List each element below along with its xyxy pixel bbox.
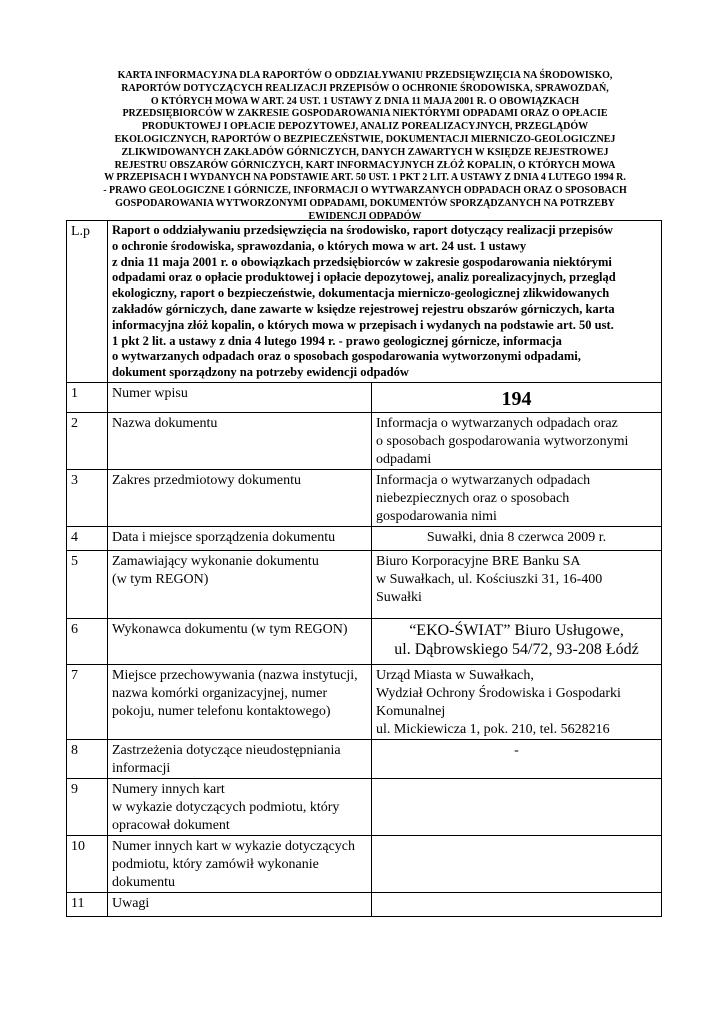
- row-number: 1: [67, 383, 108, 413]
- row-label: [108, 470, 372, 527]
- header-lp: L.p: [67, 221, 108, 383]
- row-value: [372, 740, 662, 779]
- row-label-line: Uwagi: [112, 896, 150, 911]
- row-value: [372, 836, 662, 893]
- row-label-line: Zastrzeżenia dotyczące nieudostępniania: [112, 743, 341, 758]
- header-description: [108, 221, 662, 383]
- row-label: [108, 413, 372, 470]
- row-value: [372, 551, 662, 619]
- document-title: [66, 70, 664, 224]
- row-label: [108, 836, 372, 893]
- row-label: [108, 665, 372, 740]
- header-line: Raport o oddziaływaniu przedsięwzięcia na środowisko, raport dotyczący realizacji przepisów: [112, 223, 613, 237]
- title-line: ZLIKWIDOWANYCH ZAKŁADÓW GÓRNICZYCH, DANYCH ZAWARTYCH W KSIĘDZE REJESTROWEJ: [121, 146, 609, 158]
- row-value: [372, 893, 662, 917]
- row-label: [108, 779, 372, 836]
- title-line: KARTA INFORMACYJNA DLA RAPORTÓW O ODDZIAŁYWANIU PRZEDSIĘWZIĘCIA NA ŚRODOWISKO,: [117, 70, 613, 81]
- table-row: [67, 619, 662, 665]
- header-line: zakładów górniczych, dane zawarte w księdze rejestrowej rejestru obszarów górniczych, karta: [112, 301, 615, 316]
- row-value-line: o sposobach gospodarowania wytworzonymi: [376, 434, 629, 449]
- row-number: 7: [67, 665, 108, 740]
- row-value: [372, 619, 662, 665]
- row-number: 6: [67, 619, 108, 665]
- row-label-line: Wykonawca dokumentu (w tym REGON): [112, 622, 348, 637]
- row-label: [108, 383, 372, 413]
- row-label-line: Zakres przedmiotowy dokumentu: [112, 473, 301, 488]
- row-value-line: gospodarowania nimi: [376, 509, 497, 524]
- row-label: [108, 527, 372, 551]
- row-value-line: Biuro Korporacyjne BRE Banku SA: [376, 554, 581, 569]
- row-label-line: Numer wpisu: [112, 386, 188, 401]
- title-line: O KTÓRYCH MOWA W ART. 24 UST. 1 USTAWY Z DNIA 11 MAJA 2001 R. O OBOWIĄZKACH: [150, 95, 580, 107]
- table-row: [67, 383, 662, 413]
- row-value: [372, 470, 662, 527]
- row-value: [372, 665, 662, 740]
- row-label-line: Nazwa dokumentu: [112, 416, 218, 431]
- table-body: [67, 383, 662, 917]
- row-number: 4: [67, 527, 108, 551]
- table-row: [67, 551, 662, 619]
- row-label-line: Numer innych kart w wykazie dotyczących: [112, 839, 355, 854]
- row-value-line: 194: [501, 388, 532, 410]
- row-label-line: Data i miejsce sporządzenia dokumentu: [112, 530, 336, 545]
- title-line: - PRAWO GEOLOGICZNE I GÓRNICZE, INFORMACJI O WYTWARZANYCH ODPADACH ORAZ O SPOSOBACH: [103, 185, 627, 197]
- row-label-line: Zamawiający wykonanie dokumentu: [112, 554, 319, 569]
- header-row: [67, 221, 662, 383]
- info-table: [66, 220, 662, 917]
- title-line: EWIDENCJI ODPADÓW: [308, 210, 422, 222]
- table-row: [67, 740, 662, 779]
- row-value-line: Komunalnej: [376, 704, 446, 719]
- row-value-line: niebezpiecznych oraz o sposobach: [376, 491, 570, 506]
- row-value-line: Informacja o wytwarzanych odpadach oraz: [376, 416, 618, 431]
- header-line: o wytwarzanych odpadach oraz o sposobach gospodarowania wytworzonymi odpadami,: [112, 349, 581, 364]
- row-label-line: pokoju, numer telefonu kontaktowego): [112, 704, 331, 719]
- table-row: [67, 413, 662, 470]
- row-value: [372, 383, 662, 413]
- row-number: 2: [67, 413, 108, 470]
- row-label-line: Numery innych kart: [112, 782, 225, 797]
- row-label-line: informacji: [112, 761, 171, 776]
- header-line: z dnia 11 maja 2001 r. o obowiązkach przedsiębiorców w zakresie gospodarowania niektórymi: [112, 254, 612, 269]
- row-number: 9: [67, 779, 108, 836]
- title-line: PRODUKTOWEJ I OPŁACIE DEPOZYTOWEJ, ANALIZ POREALIZACYJNYCH, PRZEGLĄDÓW: [141, 121, 589, 133]
- row-value-line: Informacja o wytwarzanych odpadach: [376, 473, 591, 488]
- row-label: [108, 619, 372, 665]
- table-row: [67, 527, 662, 551]
- row-number: 10: [67, 836, 108, 893]
- row-label-line: podmiotu, który zamówił wykonanie: [112, 857, 319, 872]
- row-number: 3: [67, 470, 108, 527]
- row-value-line: odpadami: [376, 452, 432, 467]
- table-row: [67, 836, 662, 893]
- row-value-line: w Suwałkach, ul. Kościuszki 31, 16-400: [376, 572, 603, 587]
- title-line: GOSPODAROWANIA WYTWORZONYMI ODPADAMI, DOKUMENTÓW SPORZĄDZANYCH NA POTRZEBY: [115, 197, 615, 209]
- row-value: [372, 413, 662, 470]
- table-row: [67, 470, 662, 527]
- row-label: [108, 893, 372, 917]
- row-label-line: w wykazie dotyczących podmiotu, który: [112, 800, 340, 815]
- header-line: ekologiczny, raport o bezpieczeństwie, dokumentacja mierniczo-geologicznej zlikwidowanych: [112, 286, 610, 301]
- row-number: 5: [67, 551, 108, 619]
- row-value-line: Wydział Ochrony Środowiska i Gospodarki: [376, 686, 621, 701]
- row-value: [372, 779, 662, 836]
- row-value-line: Suwałki: [376, 590, 422, 605]
- row-value-line: Urząd Miasta w Suwałkach,: [376, 668, 534, 683]
- title-line: RAPORTÓW DOTYCZĄCYCH REALIZACJI PRZEPISÓW O OCHRONIE ŚRODOWISKA, SPRAWOZDAŃ,: [121, 82, 609, 94]
- header-line: o ochronie środowiska, sprawozdania, o których mowa w art. 24 ust. 1 ustawy: [112, 238, 527, 253]
- row-value-line: ul. Mickiewicza 1, pok. 210, tel. 5628216: [376, 722, 610, 737]
- row-value-line: “EKO-ŚWIAT” Biuro Usługowe,: [409, 622, 624, 639]
- table-row: [67, 893, 662, 917]
- row-value-line: -: [514, 743, 519, 758]
- row-label-line: Miejsce przechowywania (nazwa instytucji,: [112, 668, 358, 683]
- row-label-line: dokumentu: [112, 875, 175, 890]
- row-label-line: nazwa komórki organizacyjnej, numer: [112, 686, 328, 701]
- title-line: EKOLOGICZNYCH, RAPORTÓW O BEZPIECZEŃSTWIE, DOKUMENTACJI MIERNICZO-GEOLOGICZNEJ: [114, 133, 616, 145]
- table-row: [67, 665, 662, 740]
- row-value: [372, 527, 662, 551]
- row-value-line: ul. Dąbrowskiego 54/72, 93-208 Łódź: [394, 641, 639, 658]
- row-label: [108, 551, 372, 619]
- row-label-line: opracował dokument: [112, 818, 230, 833]
- title-line: W PRZEPISACH I WYDANYCH NA PODSTAWIE ART. 50 UST. 1 PKT 2 LIT. A USTAWY Z DNIA 4 LUTEGO 1994 R.: [104, 172, 626, 184]
- table-row: [67, 779, 662, 836]
- header-line: dokument sporządzony na potrzeby ewidencji odpadów: [112, 365, 409, 380]
- header-line: 1 pkt 2 lit. a ustawy z dnia 4 lutego 1994 r. - prawo geologicznej górnicze, informacja: [112, 333, 562, 348]
- row-number: 11: [67, 893, 108, 917]
- row-label-line: (w tym REGON): [112, 572, 209, 587]
- title-line: REJESTRU OBSZARÓW GÓRNICZYCH, KART INFORMACYJNYCH ZŁÓŻ KOPALIN, O KTÓRYCH MOWA: [114, 159, 616, 171]
- row-label: [108, 740, 372, 779]
- row-value-line: Suwałki, dnia 8 czerwca 2009 r.: [426, 530, 607, 545]
- row-number: 8: [67, 740, 108, 779]
- title-line: PRZEDSIĘBIORCÓW W ZAKRESIE GOSPODAROWANIA NIEKTÓRYMI ODPADAMI ORAZ O OPŁACIE: [122, 108, 608, 120]
- header-line: informacyjna złóż kopalin, o których mowa w przepisach i wydanych na podstawie art. 50 ust.: [112, 317, 614, 332]
- header-line: odpadami oraz o opłacie produktowej i opłacie depozytowej, analiz porealizacyjnych, przegląd: [112, 270, 616, 285]
